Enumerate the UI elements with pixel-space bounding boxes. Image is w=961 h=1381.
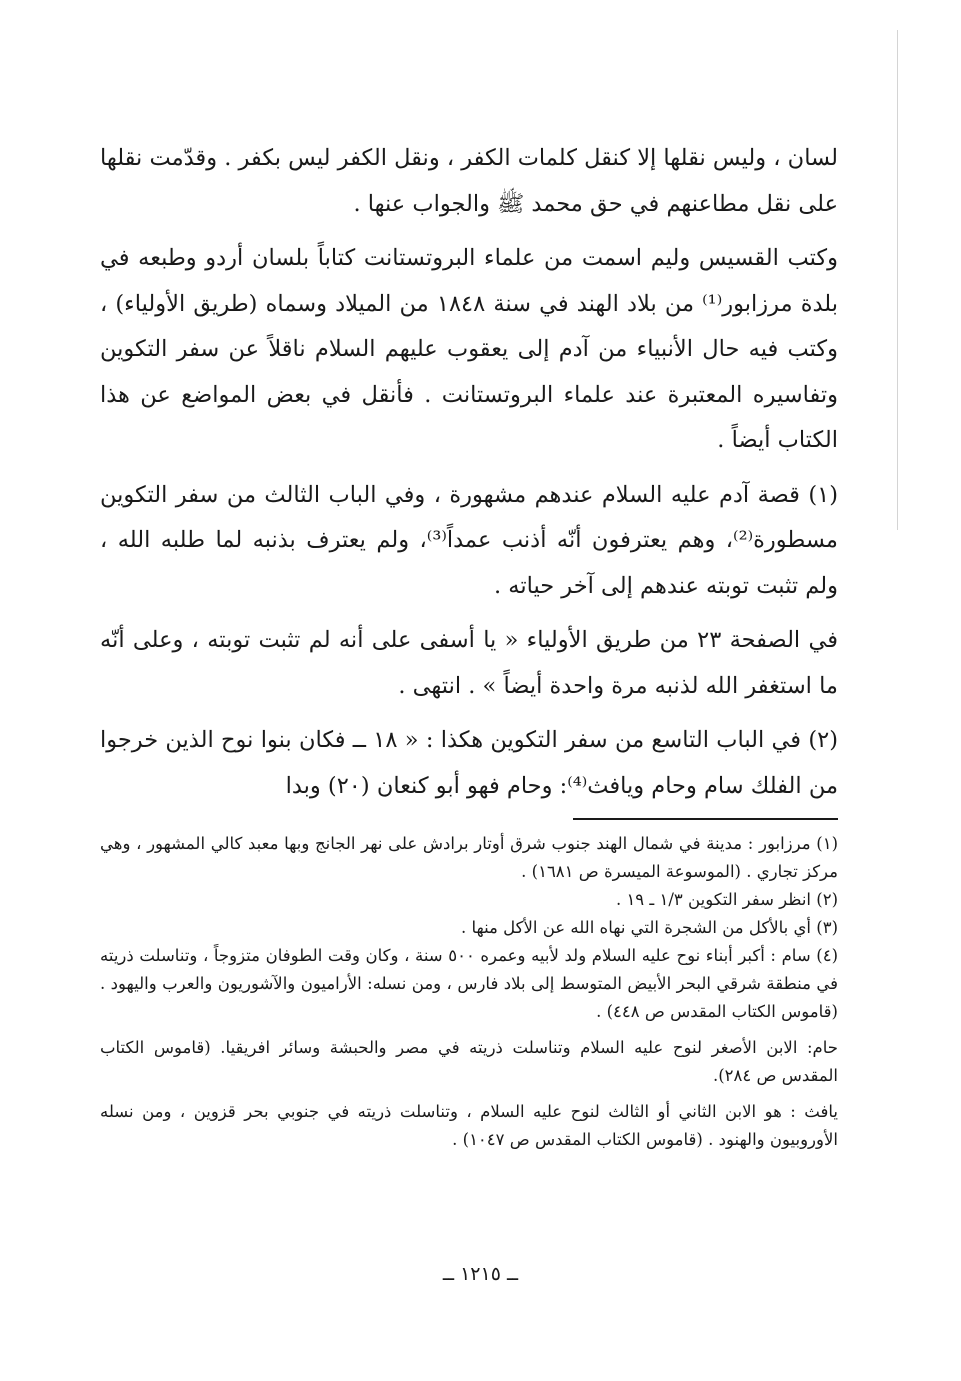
scan-edge-line <box>897 30 898 530</box>
footnote-2: (٢) انظر سفر التكوين ١/٣ ـ ١٩ . <box>615 890 838 909</box>
body-paragraph-5: (٢) في الباب التاسع من سفر التكوين هكذا : « ١٨ ــ فكان بنوا نوح الذين خرجوا من الفلك سام وحام ويافث⁽⁴⁾: وحام فهو أبو كنعان (٢٠) وبدا <box>100 727 839 799</box>
footnote-4-japheth: يافث : هو الابن الثاني أو الثالث لنوح عليه السلام ، وتناسلت ذريته في جنوبي بحر قزوين ، ومن نسله الأوروبيون والهنود . (قاموس الكتاب المقدس ص ١٠٤٧) . <box>100 1102 838 1149</box>
footnote-divider <box>573 818 838 820</box>
footnotes <box>100 830 838 1154</box>
body-paragraph-4: في الصفحة ٢٣ من طريق الأولياء « يا أسفى على أنه لم تثبت توبته ، وعلى أنّه ما استغفر الله لذنبه مرة واحدة أيضاً » . انتهى . <box>100 627 838 699</box>
page-content <box>100 136 838 1154</box>
body-paragraph-2: وكتب القسيس وليم اسمت من علماء البروتستانت كتاباً بلسان أردو وطبعه في بلدة مرزابور⁽¹⁾ من بلاد الهند في سنة ١٨٤٨ من الميلاد وسماه (طريق الأولياء) ، وكتب فيه حال الأنبياء من آدم إلى يعقوب عليهم السلام ناقلاً عن سفر التكوين وتفاسيره المعتبرة عند علماء البروتستانت . فأنقل في بعض المواضع عن هذا الكتاب أيضاً . <box>100 245 838 453</box>
footnote-1: (١) مرزابور : مدينة في شمال الهند جنوب شرق أوتار برادش على نهر الجانج وبها معبد كالي المشهور ، وهي مركز تجاري . (الموسوعة الميسرة ص ١٦٨١) . <box>100 834 838 881</box>
footnote-4-ham: حام: الابن الأصغر لنوح عليه السلام وتناسلت ذريته في مصر والحبشة وسائر افريقيا. (قاموس الكتاب المقدس ص ٢٨٤). <box>100 1038 838 1085</box>
footnote-4: (٤) سام : أكبر أبناء نوح عليه السلام ولد لأبيه وعمره ٥٠٠ سنة ، وكان وقت الطوفان متزوجاً ، وتناسلت ذريته في منطقة شرقي البحر الأبيض المتوسط إلى بلاد فارس ، ومن نسله: الأراميون والآشوريون والعرب واليهود . (قاموس الكتاب المقدس ص ٤٤٨) . <box>100 946 838 1021</box>
body-paragraph-3: (١) قصة آدم عليه السلام عندهم مشهورة ، وفي الباب الثالث من سفر التكوين مسطورة⁽²⁾، وهم يعترفون أنّه أذنب عمداً⁽³⁾، ولم يعترف بذنبه لما طلبه الله ، ولم تثبت توبته عندهم إلى آخر حياته . <box>100 481 838 599</box>
page-number: ــ ١٢١٥ ــ <box>442 1263 519 1285</box>
footnote-3: (٣) أي بالأكل من الشجرة التي نهاه الله عن الأكل منها . <box>460 918 838 937</box>
body-paragraph-1: لسان ، وليس نقلها إلا كنقل كلمات الكفر ، ونقل الكفر ليس بكفر . وقدّمت نقلها على نقل مطاعنهم في حق محمد ﷺ والجواب عنها . <box>100 145 838 217</box>
